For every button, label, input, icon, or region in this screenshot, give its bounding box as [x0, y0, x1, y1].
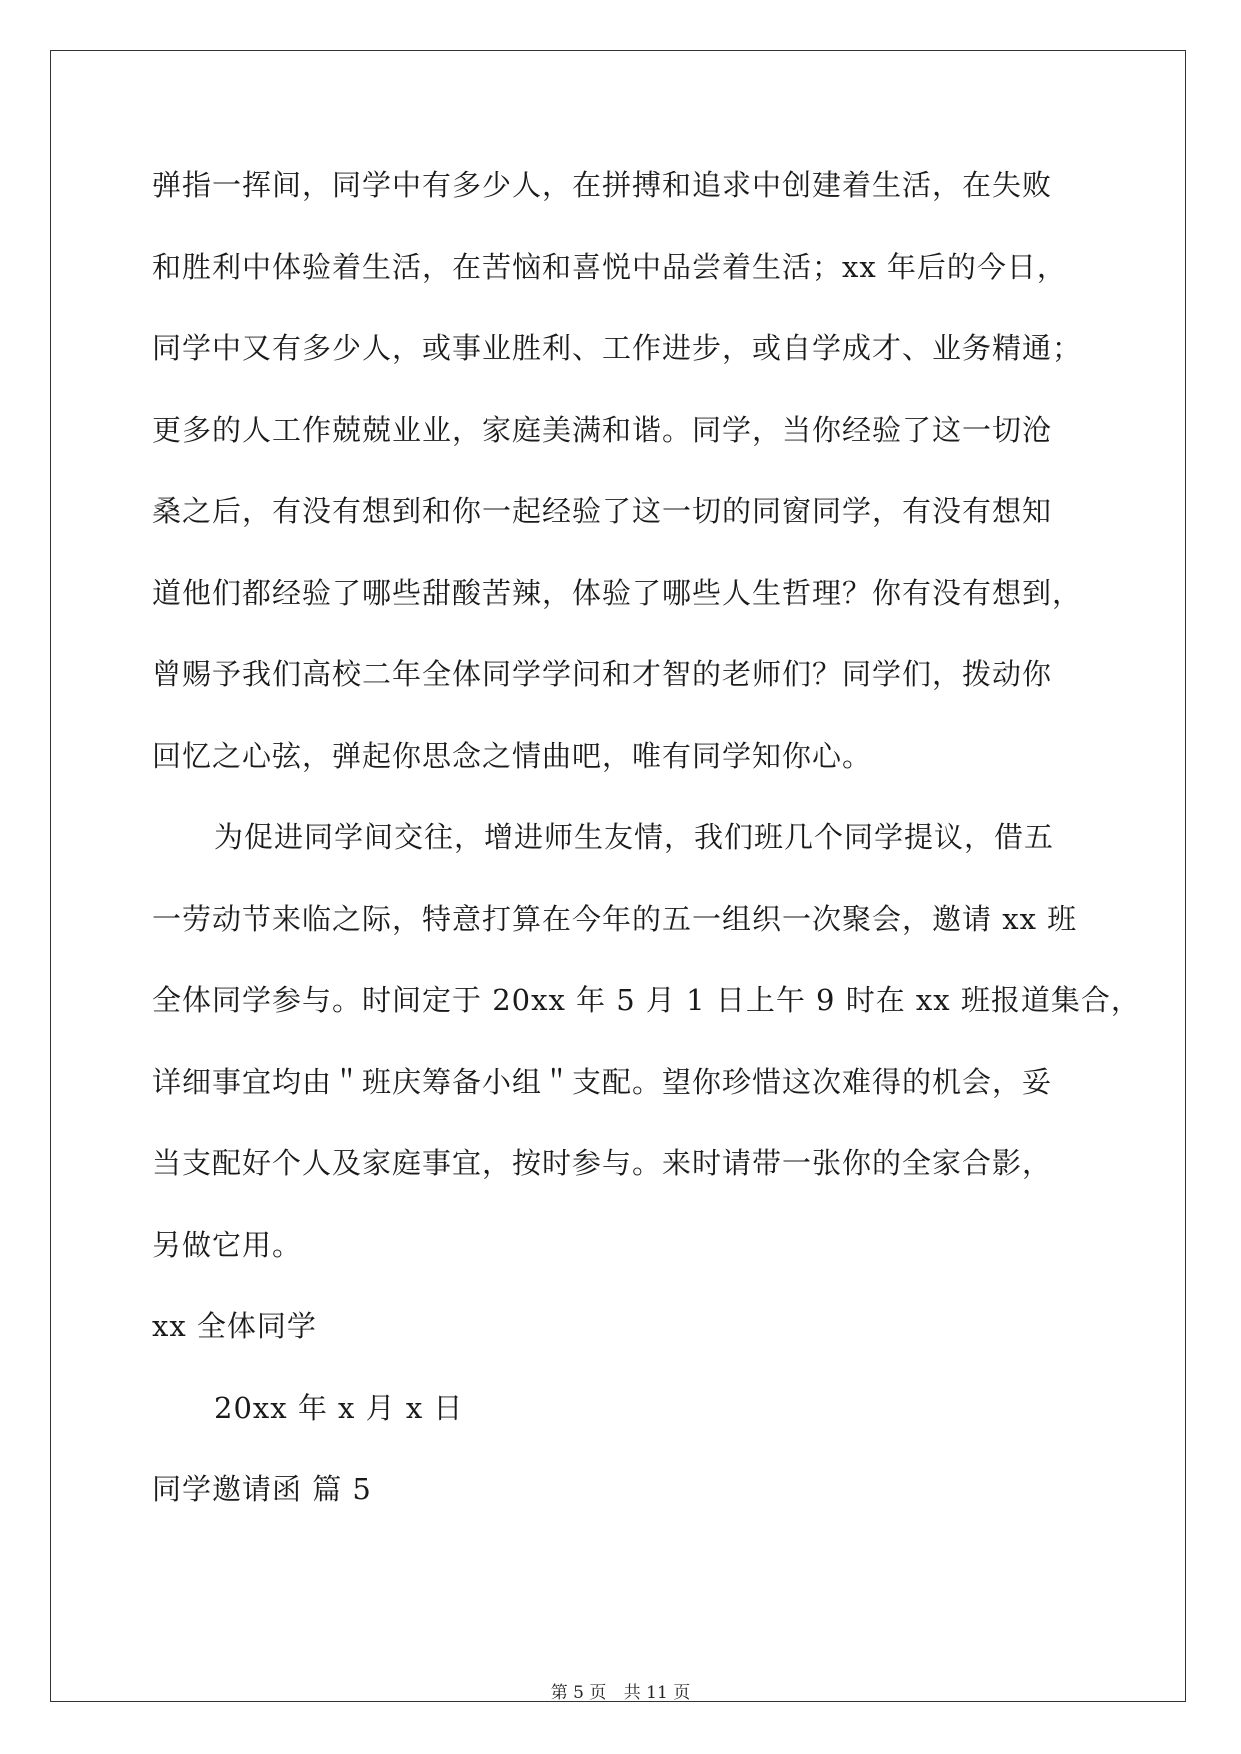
- paragraph-line: 桑之后，有没有想到和你一起经验了这一切的同窗同学，有没有想知: [152, 494, 1053, 528]
- paragraph-line: 曾赐予我们高校二年全体同学学问和才智的老师们？同学们，拨动你: [152, 657, 1053, 691]
- current-page-number: 第 5 页: [550, 1683, 607, 1703]
- page-footer: [0, 1678, 1241, 1703]
- paragraph-line: 和胜利中体验着生活，在苦恼和喜悦中品尝着生活；xx 年后的今日，: [152, 249, 1067, 284]
- paragraph-line: 当支配好个人及家庭事宜，按时参与。来时请带一张你的全家合影，: [152, 1146, 1053, 1180]
- paragraph-line: 同学中又有多少人，或事业胜利、工作进步，或自学成才、业务精通；: [152, 331, 1083, 365]
- signature: xx 全体同学: [152, 1309, 317, 1343]
- total-page-count: 共 11 页: [623, 1683, 691, 1703]
- paragraph-line: 详细事宜均由＂班庆筹备小组＂支配。望你珍惜这次难得的机会，妥: [152, 1064, 1053, 1099]
- date-line: 20xx 年 x 月 x 日: [214, 1390, 464, 1425]
- paragraph-line: 弹指一挥间，同学中有多少人，在拼搏和追求中创建着生活，在失败: [152, 168, 1053, 202]
- paragraph-line: 回忆之心弦，弹起你思念之情曲吧，唯有同学知你心。: [152, 738, 873, 773]
- document-body: [152, 165, 1141, 1551]
- paragraph-line: 为促进同学间交往，增进师生友情，我们班几个同学提议，借五: [214, 820, 1055, 854]
- paragraph-line: 道他们都经验了哪些甜酸苦辣，体验了哪些人生哲理？你有没有想到，: [152, 575, 1083, 610]
- paragraph-line: 另做它用。: [152, 1227, 303, 1262]
- paragraph-line: 更多的人工作兢兢业业，家庭美满和谐。同学，当你经验了这一切沧: [152, 412, 1053, 447]
- section-heading: 同学邀请函 篇 5: [152, 1472, 372, 1506]
- paragraph-line: 全体同学参与。时间定于 20xx 年 5 月 1 日上午 9 时在 xx 班报道集合，: [152, 983, 1141, 1017]
- paragraph-line: 一劳动节来临之际，特意打算在今年的五一组织一次聚会，邀请 xx 班: [152, 901, 1078, 936]
